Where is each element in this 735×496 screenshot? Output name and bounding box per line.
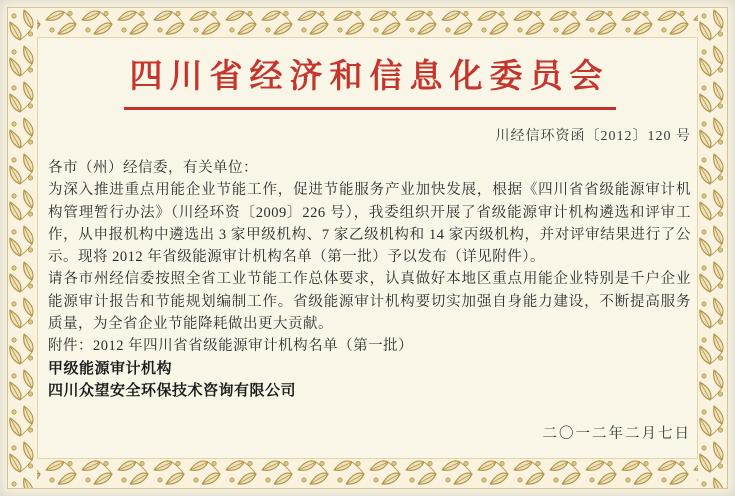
border-top-band [7,7,728,37]
border-right-band [698,7,728,489]
body-paragraph-1: 为深入推进重点用能企业节能工作，促进节能服务产业加快发展，根据《四川省省级能源审计机构管理暂行办法》（川经环资〔2009〕226 号），我委组织开展了省级能源审计机构遴选和评审工作，从申报机构中遴选出 3 家甲级机构、7 家乙级机构和 14 家丙级机构，并对评审结果进行了公示。现将 2012 年省级能源审计机构名单（第一批）予以发布（详见附件）。 [48,182,691,266]
border-left-band [7,7,37,489]
letter-body [48,157,691,446]
salutation: 各市（州）经信委，有关单位： [48,160,258,176]
body-paragraph-2: 请各市州经信委按照全省工业节能工作总体要求，认真做好本地区重点用能企业特别是千户企业能源审计报告和节能规划编制工作。省级能源审计机构要切实加强自身能力建设，不断提高服务质量，为全省企业节能降耗做出更大贡献。 [48,271,691,333]
document-number: 川经信环资函〔2012〕120 号 [495,129,691,144]
grade-a-heading: 甲级能源审计机构 [48,359,173,377]
attachment-line: 附件：2012 年四川省省级能源审计机构名单（第一批） [48,338,414,355]
company-name: 四川众望安全环保技术咨询有限公司 [48,381,297,399]
issue-date: 二〇一二年二月七日 [542,426,691,443]
letter-content [48,40,691,446]
letterhead [48,50,691,110]
page-title: 四川省经济和信息化委员会 [124,50,616,110]
border-bottom-band [7,459,728,489]
